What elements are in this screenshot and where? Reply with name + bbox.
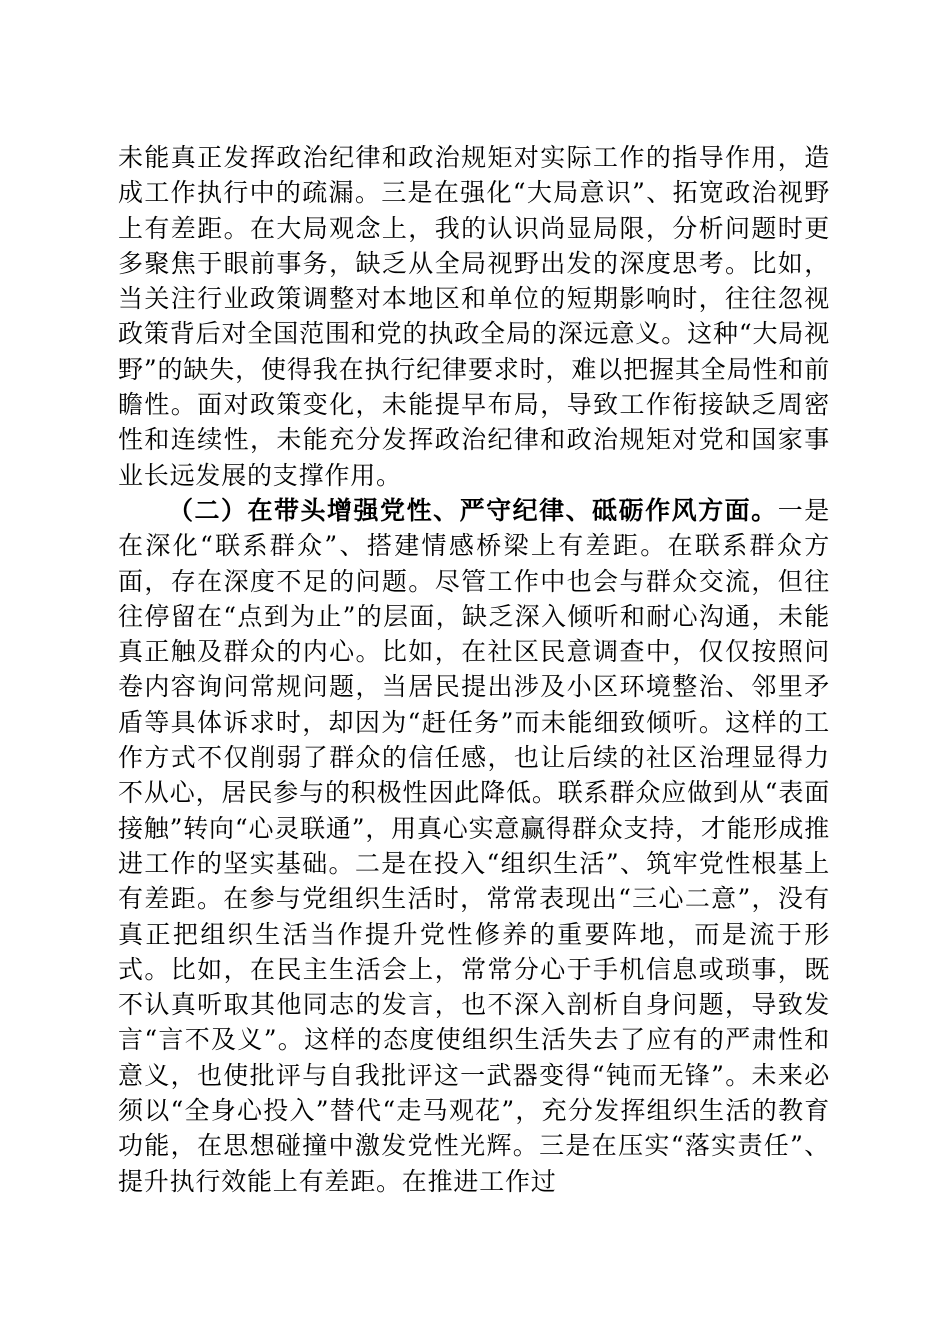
section-heading: （二）在带头增强党性、严守纪律、砥砺作风方面。 [168,495,778,525]
section-body: 一是在深化“联系群众”、搭建情感桥梁上有差距。在联系群众方面，存在深度不足的问题。尽管工作中也会与群众交流，但往往停留在“点到为止”的层面，缺乏深入倾听和耐心沟通，未能真正触及群众的内心。比如，在社区民意调查中，仅仅按照问卷内容询问常规问题，当居民提出涉及小区环境整治、邻里矛盾等具体诉求时，却因为“赶任务”而未能细致倾听。这样的工作方式不仅削弱了群众的信任感，也让后续的社区治理显得力不从心，居民参与的积极性因此降低。联系群众应做到从“表面接触”转向“心灵联通”，用真心实意赢得群众支持，才能形成推进工作的坚实基础。二是在投入“组织生活”、筑牢党性根基上有差距。在参与党组织生活时，常常表现出“三心二意”，没有真正把组织生活当作提升党性修养的重要阵地，而是流于形式。比如，在民主生活会上，常常分心于手机信息或琐事，既不认真听取其他同志的发言，也不深入剖析自身问题，导致发言“言不及义”。这样的态度使组织生活失去了应有的严肃性和意义，也使批评与自我批评这一武器变得“钝而无锋”。未来必须以“全身心投入”替代“走马观花”，充分发挥组织生活的教育功能，在思想碰撞中激发党性光辉。三是在压实“落实责任”、提升执行效能上有差距。在推进工作过 [118,495,830,1196]
paragraph-section-two [118,493,830,1199]
paragraph-continued: 未能真正发挥政治纪律和政治规矩对实际工作的指导作用，造成工作执行中的疏漏。三是在强化“大局意识”、拓宽政治视野上有差距。在大局观念上，我的认识尚显局限，分析问题时更多聚焦于眼前事务，缺乏从全局视野出发的深度思考。比如，当关注行业政策调整对本地区和单位的短期影响时，往往忽视政策背后对全国范围和党的执政全局的深远意义。这种“大局视野”的缺失，使得我在执行纪律要求时，难以把握其全局性和前瞻性。面对政策变化，未能提早布局，导致工作衔接缺乏周密性和连续性，未能充分发挥政治纪律和政治规矩对党和国家事业长远发展的支撑作用。 [118,143,830,490]
body-text [118,140,830,1199]
